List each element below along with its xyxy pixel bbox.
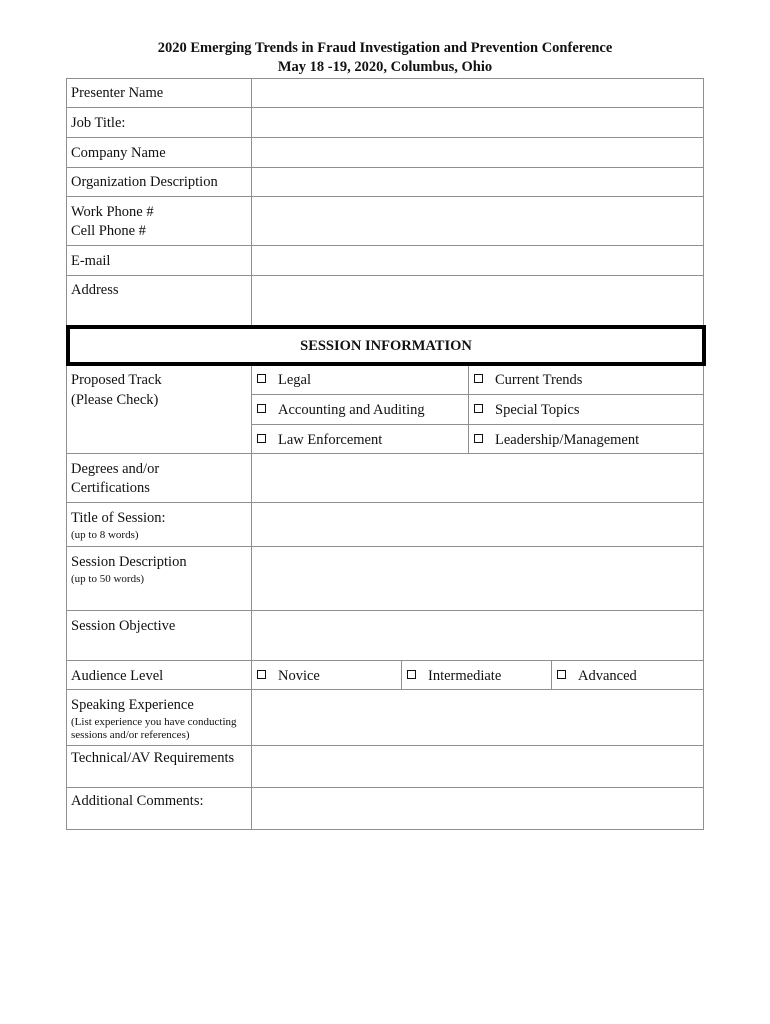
speaking-experience-field[interactable] <box>252 690 703 745</box>
degrees-field[interactable] <box>252 454 703 502</box>
checkbox-icon[interactable] <box>257 670 266 679</box>
speaking-hint-line1: (List experience you have conducting <box>71 716 237 728</box>
job-title-label: Job Title: <box>71 115 126 131</box>
proposed-track-label: Proposed Track <box>71 372 162 388</box>
table-border <box>703 366 704 830</box>
address-label: Address <box>71 282 119 298</box>
track-option-law-enforcement[interactable] <box>257 430 382 450</box>
checkbox-icon[interactable] <box>257 434 266 443</box>
title-hint: (up to 8 words) <box>71 529 139 541</box>
session-information-title: SESSION INFORMATION <box>300 338 472 354</box>
audience-option-label: Novice <box>278 668 320 684</box>
checkbox-icon[interactable] <box>557 670 566 679</box>
checkbox-icon[interactable] <box>474 404 483 413</box>
checkbox-icon[interactable] <box>474 434 483 443</box>
degrees-label: Degrees and/or <box>71 461 160 477</box>
description-hint: (up to 50 words) <box>71 573 145 585</box>
additional-comments-label: Additional Comments: <box>71 793 204 809</box>
address-field[interactable] <box>252 276 703 325</box>
session-information-header <box>66 325 706 366</box>
additional-comments-field[interactable] <box>252 788 703 829</box>
audience-option-novice[interactable] <box>257 666 320 686</box>
title-of-session-field[interactable] <box>252 503 703 546</box>
track-option-leadership-management[interactable] <box>474 430 639 450</box>
certifications-label: Certifications <box>71 480 150 496</box>
job-title-field[interactable] <box>252 108 703 137</box>
phone-field[interactable] <box>252 197 703 245</box>
email-field[interactable] <box>252 246 703 275</box>
table-border <box>66 366 67 830</box>
track-option-accounting-auditing[interactable] <box>257 400 425 420</box>
track-option-special-topics[interactable] <box>474 400 580 420</box>
speaking-hint-line2: sessions and/or references) <box>71 729 190 741</box>
cell-phone-label: Cell Phone # <box>71 223 146 239</box>
organization-description-label: Organization Description <box>71 174 218 190</box>
technical-av-field[interactable] <box>252 746 703 787</box>
audience-level-label: Audience Level <box>71 668 164 684</box>
table-border <box>251 394 704 395</box>
presenter-form <box>66 78 704 830</box>
checkbox-icon[interactable] <box>474 374 483 383</box>
audience-option-intermediate[interactable] <box>407 666 501 686</box>
email-label: E-mail <box>71 253 111 269</box>
speaking-experience-label: Speaking Experience <box>71 697 194 713</box>
table-border <box>251 424 704 425</box>
work-phone-label: Work Phone # <box>71 204 154 220</box>
session-objective-field[interactable] <box>252 611 703 660</box>
checkbox-icon[interactable] <box>257 404 266 413</box>
track-option-label: Current Trends <box>495 372 583 388</box>
table-border <box>401 660 402 690</box>
track-option-label: Special Topics <box>495 402 580 418</box>
session-description-field[interactable] <box>252 547 703 610</box>
please-check-label: (Please Check) <box>71 392 159 408</box>
checkbox-icon[interactable] <box>257 374 266 383</box>
session-description-label: Session Description <box>71 554 187 570</box>
table-border <box>551 660 552 690</box>
track-option-label: Law Enforcement <box>278 432 383 448</box>
technical-av-label: Technical/AV Requirements <box>71 750 235 766</box>
track-option-label: Leadership/Management <box>495 432 640 448</box>
audience-option-label: Advanced <box>578 668 637 684</box>
audience-option-advanced[interactable] <box>557 666 637 686</box>
table-border <box>703 78 704 325</box>
track-option-legal[interactable] <box>257 370 311 390</box>
track-option-current-trends[interactable] <box>474 370 582 390</box>
track-option-label: Accounting and Auditing <box>278 402 425 418</box>
audience-option-label: Intermediate <box>428 668 502 684</box>
table-border <box>66 829 704 830</box>
session-objective-label: Session Objective <box>71 618 176 634</box>
form-subtitle: May 18 -19, 2020, Columbus, Ohio <box>277 59 493 75</box>
presenter-name-field[interactable] <box>252 79 703 107</box>
track-option-label: Legal <box>278 372 312 388</box>
presenter-name-label: Presenter Name <box>71 85 164 101</box>
company-name-label: Company Name <box>71 145 166 161</box>
company-name-field[interactable] <box>252 138 703 167</box>
checkbox-icon[interactable] <box>407 670 416 679</box>
table-border <box>66 660 704 661</box>
organization-description-field[interactable] <box>252 168 703 196</box>
table-border <box>66 78 67 325</box>
form-title: 2020 Emerging Trends in Fraud Investigation and Prevention Conference <box>157 40 613 56</box>
title-of-session-label: Title of Session: <box>71 510 166 526</box>
table-border <box>468 366 469 454</box>
